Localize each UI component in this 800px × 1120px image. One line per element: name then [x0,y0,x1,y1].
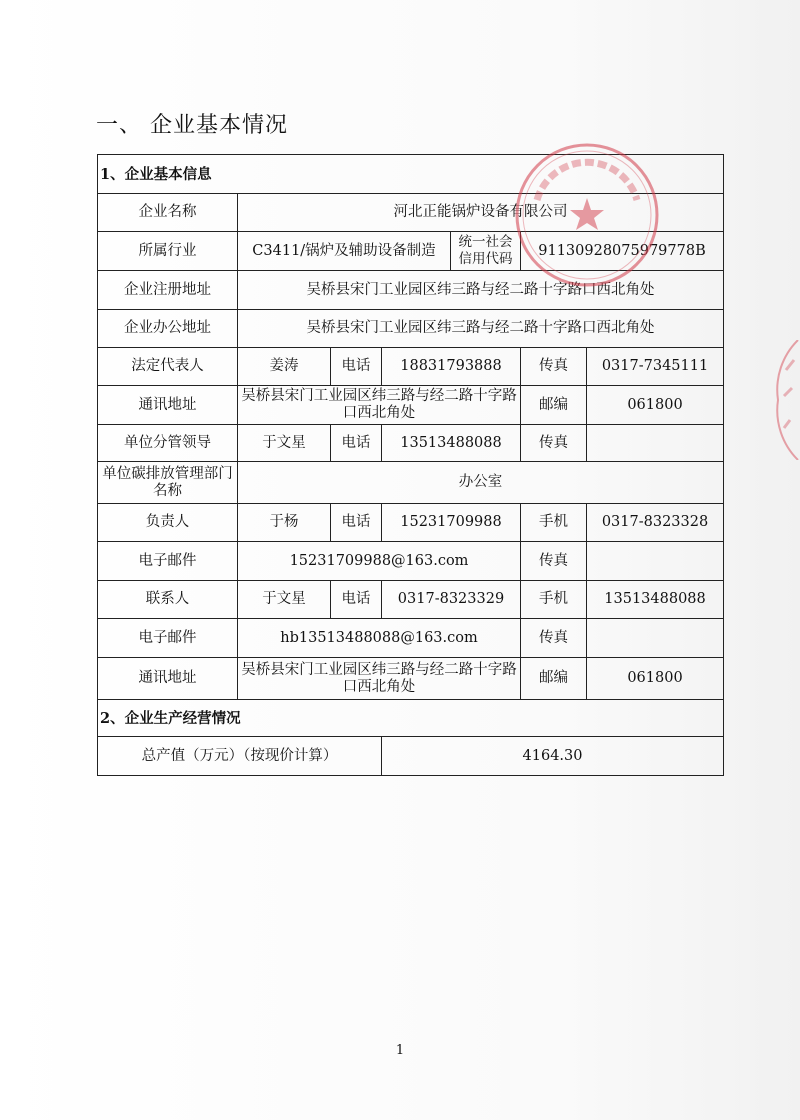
credit-code-label: 统一社会信用代码 [451,232,521,271]
legal-rep-fax: 0317-7345111 [587,348,724,386]
section-row-2 [98,700,724,737]
row-contact [98,581,724,619]
email-1-fax [587,542,724,581]
zip-label: 邮编 [521,386,587,425]
row-industry [98,232,724,271]
supervisor-phone: 13513488088 [382,425,521,462]
person-in-charge-phone-label: 电话 [331,504,382,542]
mailing-address-value: 吴桥县宋门工业园区纬三路与经二路十字路口西北角处 [238,386,521,425]
supervisor-label: 单位分管领导 [98,425,238,462]
email-2-fax-label: 传真 [521,619,587,658]
enterprise-info-table [97,154,724,776]
zip-value: 061800 [587,386,724,425]
credit-code-value: 91130928075979778B [521,232,724,271]
email-2-value: hb13513488088@163.com [238,619,521,658]
legal-rep-name: 姜涛 [238,348,331,386]
page-number: 1 [395,1043,405,1058]
output-value: 4164.30 [382,737,724,776]
zip-2-label: 邮编 [521,658,587,700]
company-name-value: 河北正能锅炉设备有限公司 [238,194,724,232]
industry-label: 所属行业 [98,232,238,271]
section-title-operations: 2、企业生产经营情况 [98,700,724,737]
row-mailing-address [98,386,724,425]
row-carbon-dept [98,462,724,504]
zip-2-value: 061800 [587,658,724,700]
mailing-address-label: 通讯地址 [98,386,238,425]
carbon-dept-label: 单位碳排放管理部门名称 [98,462,238,504]
mailing-address-2-label: 通讯地址 [98,658,238,700]
row-person-in-charge [98,504,724,542]
contact-name: 于文星 [238,581,331,619]
row-mailing-address-2 [98,658,724,700]
email-2-label: 电子邮件 [98,619,238,658]
legal-rep-phone-label: 电话 [331,348,382,386]
row-supervisor [98,425,724,462]
registered-address-value: 吴桥县宋门工业园区纬三路与经二路十字路口西北角处 [238,271,724,310]
registered-address-label: 企业注册地址 [98,271,238,310]
person-in-charge-phone: 15231709988 [382,504,521,542]
page-heading: 一、 企业基本情况 [96,113,288,138]
supervisor-fax-label: 传真 [521,425,587,462]
contact-label: 联系人 [98,581,238,619]
section-title-basic-info: 1、企业基本信息 [98,155,724,194]
person-in-charge-mobile-label: 手机 [521,504,587,542]
row-company-name [98,194,724,232]
email-1-value: 15231709988@163.com [238,542,521,581]
person-in-charge-label: 负责人 [98,504,238,542]
output-value-label: 总产值（万元）（按现价计算） [98,737,382,776]
row-output-value [98,737,724,776]
contact-phone: 0317-8323329 [382,581,521,619]
supervisor-fax [587,425,724,462]
contact-phone-label: 电话 [331,581,382,619]
industry-value: C3411/锅炉及辅助设备制造 [238,232,451,271]
carbon-dept-value: 办公室 [238,462,724,504]
row-registered-address [98,271,724,310]
office-address-value: 吴桥县宋门工业园区纬三路与经二路十字路口西北角处 [238,310,724,348]
contact-mobile: 13513488088 [587,581,724,619]
person-in-charge-name: 于杨 [238,504,331,542]
row-office-address [98,310,724,348]
legal-rep-phone: 18831793888 [382,348,521,386]
contact-mobile-label: 手机 [521,581,587,619]
email-1-fax-label: 传真 [521,542,587,581]
supervisor-name: 于文星 [238,425,331,462]
office-address-label: 企业办公地址 [98,310,238,348]
person-in-charge-mobile: 0317-8323328 [587,504,724,542]
row-legal-rep [98,348,724,386]
email-2-fax [587,619,724,658]
row-email-2 [98,619,724,658]
mailing-address-2-value: 吴桥县宋门工业园区纬三路与经二路十字路口西北角处 [238,658,521,700]
legal-rep-fax-label: 传真 [521,348,587,386]
email-1-label: 电子邮件 [98,542,238,581]
company-name-label: 企业名称 [98,194,238,232]
row-email-1 [98,542,724,581]
supervisor-phone-label: 电话 [331,425,382,462]
section-row [98,155,724,194]
edge-seal-fragment [772,340,800,460]
legal-rep-label: 法定代表人 [98,348,238,386]
